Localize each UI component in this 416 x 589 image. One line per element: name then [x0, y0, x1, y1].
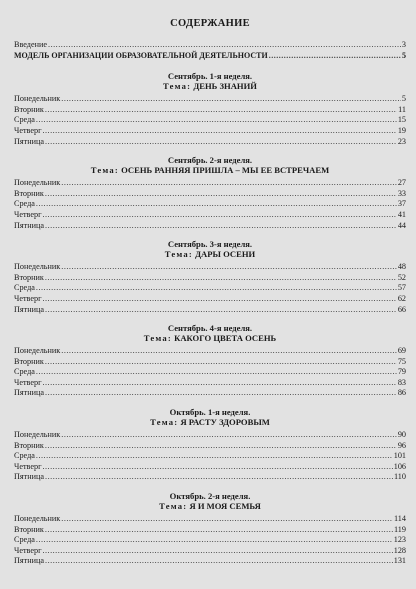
entry-label: Среда	[14, 535, 35, 545]
entry-label: Вторник	[14, 440, 44, 450]
dot-leader	[36, 115, 397, 126]
entry-label: Четверг	[14, 461, 42, 471]
entry-label: Пятница	[14, 556, 45, 566]
section-theme-heading	[14, 81, 406, 91]
dot-leader	[36, 283, 397, 294]
dot-leader	[36, 367, 397, 378]
dot-leader	[36, 451, 393, 462]
dot-leader	[45, 305, 397, 316]
dot-leader	[61, 178, 397, 189]
toc-entry-tuesday	[14, 441, 406, 452]
entry-label: Четверг	[14, 377, 42, 387]
entry-page: 37	[397, 199, 406, 209]
theme-title: Я РАСТУ ЗДОРОВЫМ	[180, 417, 270, 428]
entry-label: Понедельник	[14, 514, 61, 524]
section-week-heading: Октябрь. 1-я неделя.	[169, 407, 251, 418]
entry-label: Пятница	[14, 136, 45, 146]
dot-leader	[45, 357, 397, 368]
dot-leader	[61, 262, 397, 273]
section-day-list	[14, 430, 406, 483]
entry-page: 79	[397, 367, 406, 377]
entry-label: Пятница	[14, 304, 45, 314]
dot-leader	[45, 388, 397, 399]
entry-label: МОДЕЛЬ ОРГАНИЗАЦИИ ОБРАЗОВАТЕЛЬНОЙ ДЕЯТЕЛЬНОСТИ	[14, 50, 268, 60]
theme-title: Я И МОЯ СЕМЬЯ	[189, 501, 261, 512]
toc-entry-thursday	[14, 462, 406, 473]
dot-leader	[42, 546, 392, 557]
entry-page: 119	[394, 524, 406, 534]
toc-entry-friday	[14, 472, 406, 483]
toc-entry-wednesday	[14, 451, 406, 462]
entry-page: 66	[397, 304, 406, 314]
entry-page: 96	[397, 440, 406, 450]
dot-leader	[61, 430, 397, 441]
toc-entry-model	[14, 51, 406, 62]
entry-page: 5	[402, 50, 406, 60]
entry-label: Вторник	[14, 524, 44, 534]
dot-leader	[61, 346, 397, 357]
entry-label: Пятница	[14, 388, 45, 398]
toc-entry-tuesday	[14, 105, 406, 116]
entry-page: 69	[397, 346, 406, 356]
toc-entry-tuesday	[14, 273, 406, 284]
entry-label: Понедельник	[14, 178, 61, 188]
dot-leader	[48, 40, 401, 51]
dot-leader	[61, 94, 401, 105]
section-theme-heading	[14, 333, 406, 343]
entry-page: 110	[394, 472, 406, 482]
entry-page: 11	[398, 104, 406, 114]
entry-page: 33	[397, 188, 406, 198]
section-week-heading: Сентябрь. 1-я неделя.	[167, 71, 253, 82]
toc-section-week	[14, 155, 406, 231]
toc-entry-thursday	[14, 378, 406, 389]
section-week-heading: Октябрь. 2-я неделя.	[169, 491, 251, 502]
entry-label: Пятница	[14, 220, 45, 230]
section-day-list	[14, 514, 406, 567]
dot-leader	[42, 210, 396, 221]
toc-entry-friday	[14, 305, 406, 316]
dot-leader	[45, 189, 397, 200]
entry-page: 114	[394, 514, 406, 524]
entry-label: Введение	[14, 40, 48, 49]
toc-entry-monday	[14, 94, 406, 105]
entry-page: 86	[397, 388, 406, 398]
toc-section-week	[14, 407, 406, 483]
entry-page: 101	[393, 451, 406, 461]
entry-page: 90	[397, 430, 406, 440]
toc-entry-thursday	[14, 126, 406, 137]
theme-title: ДЕНЬ ЗНАНИЙ	[193, 81, 257, 92]
entry-label: Среда	[14, 451, 35, 461]
section-week-heading: Сентябрь. 4-я неделя.	[167, 323, 253, 334]
theme-keyword: Тема:	[164, 249, 193, 260]
theme-keyword: Тема:	[143, 333, 172, 344]
entry-label: Вторник	[14, 272, 44, 282]
entry-page: 27	[397, 178, 406, 188]
entry-page: 5	[401, 94, 406, 104]
entry-page: 15	[397, 115, 406, 125]
entry-page: 106	[393, 461, 406, 471]
entry-page: 52	[397, 272, 406, 282]
toc-entry-monday	[14, 514, 406, 525]
toc-title: СОДЕРЖАНИЕ	[170, 18, 250, 29]
theme-keyword: Тема:	[159, 501, 188, 512]
toc-entry-wednesday	[14, 115, 406, 126]
section-theme-heading	[14, 417, 406, 427]
theme-title: ОСЕНЬ РАННЯЯ ПРИШЛА – МЫ ЕЕ ВСТРЕЧАЕМ	[121, 165, 330, 176]
toc-entry-thursday	[14, 546, 406, 557]
entry-label: Четверг	[14, 545, 42, 555]
theme-title: КАКОГО ЦВЕТА ОСЕНЬ	[174, 333, 277, 344]
section-day-list	[14, 94, 406, 147]
toc-entry-monday	[14, 346, 406, 357]
dot-leader	[42, 462, 392, 473]
dot-leader	[36, 199, 397, 210]
toc-entry-tuesday	[14, 357, 406, 368]
toc-entry-friday	[14, 137, 406, 148]
theme-keyword: Тема:	[90, 165, 119, 176]
entry-label: Среда	[14, 115, 35, 125]
section-week-heading: Сентябрь. 2-я неделя.	[167, 155, 253, 166]
entry-label: Вторник	[14, 356, 44, 366]
entry-page: 83	[397, 377, 406, 387]
toc-entry-friday	[14, 388, 406, 399]
toc-entry-wednesday	[14, 199, 406, 210]
dot-leader	[45, 556, 393, 567]
entry-label: Понедельник	[14, 346, 61, 356]
toc-entry-tuesday	[14, 189, 406, 200]
dot-leader	[42, 294, 396, 305]
entry-page: 48	[397, 262, 406, 272]
entry-label: Четверг	[14, 209, 42, 219]
toc-intro	[14, 40, 406, 61]
section-day-list	[14, 346, 406, 399]
theme-title: ДАРЫ ОСЕНИ	[195, 249, 256, 260]
toc-entry-monday	[14, 430, 406, 441]
dot-leader	[269, 51, 401, 62]
dot-leader	[45, 525, 393, 536]
dot-leader	[45, 441, 397, 452]
dot-leader	[45, 221, 397, 232]
toc-entry-monday	[14, 262, 406, 273]
dot-leader	[42, 126, 396, 137]
entry-label: Четверг	[14, 293, 42, 303]
entry-page: 44	[397, 220, 406, 230]
entry-page: 62	[397, 293, 406, 303]
dot-leader	[45, 472, 393, 483]
entry-label: Пятница	[14, 472, 45, 482]
toc-entry-thursday	[14, 294, 406, 305]
entry-label: Понедельник	[14, 430, 61, 440]
dot-leader	[36, 535, 393, 546]
entry-label: Четверг	[14, 125, 42, 135]
entry-page: 123	[393, 535, 406, 545]
toc-entry-thursday	[14, 210, 406, 221]
dot-leader	[45, 273, 397, 284]
toc-entry-wednesday	[14, 535, 406, 546]
toc-entry-wednesday	[14, 367, 406, 378]
section-theme-heading	[14, 501, 406, 511]
toc-entry-friday	[14, 556, 406, 567]
entry-label: Среда	[14, 199, 35, 209]
entry-label: Вторник	[14, 188, 44, 198]
toc-section-week	[14, 239, 406, 315]
dot-leader	[61, 514, 393, 525]
entry-page: 57	[397, 283, 406, 293]
section-theme-heading	[14, 249, 406, 259]
entry-page: 41	[397, 209, 406, 219]
toc-entry-tuesday	[14, 525, 406, 536]
toc-entry-monday	[14, 178, 406, 189]
entry-page: 3	[401, 40, 406, 49]
toc-section-week	[14, 71, 406, 147]
section-day-list	[14, 262, 406, 315]
toc-section-week	[14, 491, 406, 567]
section-week-heading: Сентябрь. 3-я неделя.	[167, 239, 253, 250]
entry-label: Понедельник	[14, 262, 61, 272]
toc-entry-introduction	[14, 40, 406, 51]
entry-page: 75	[397, 356, 406, 366]
toc-entry-friday	[14, 221, 406, 232]
entry-page: 23	[397, 136, 406, 146]
dot-leader	[45, 105, 397, 116]
toc-entry-wednesday	[14, 283, 406, 294]
entry-page: 128	[393, 545, 406, 555]
section-theme-heading	[14, 165, 406, 175]
entry-label: Среда	[14, 367, 35, 377]
theme-keyword: Тема:	[150, 417, 179, 428]
toc-sections	[14, 71, 406, 567]
dot-leader	[42, 378, 396, 389]
entry-label: Среда	[14, 283, 35, 293]
entry-page: 19	[397, 125, 406, 135]
section-day-list	[14, 178, 406, 231]
toc-section-week	[14, 323, 406, 399]
theme-keyword: Тема:	[163, 81, 192, 92]
entry-label: Вторник	[14, 104, 44, 114]
dot-leader	[45, 137, 397, 148]
entry-page: 131	[393, 556, 406, 566]
entry-label: Понедельник	[14, 94, 61, 104]
